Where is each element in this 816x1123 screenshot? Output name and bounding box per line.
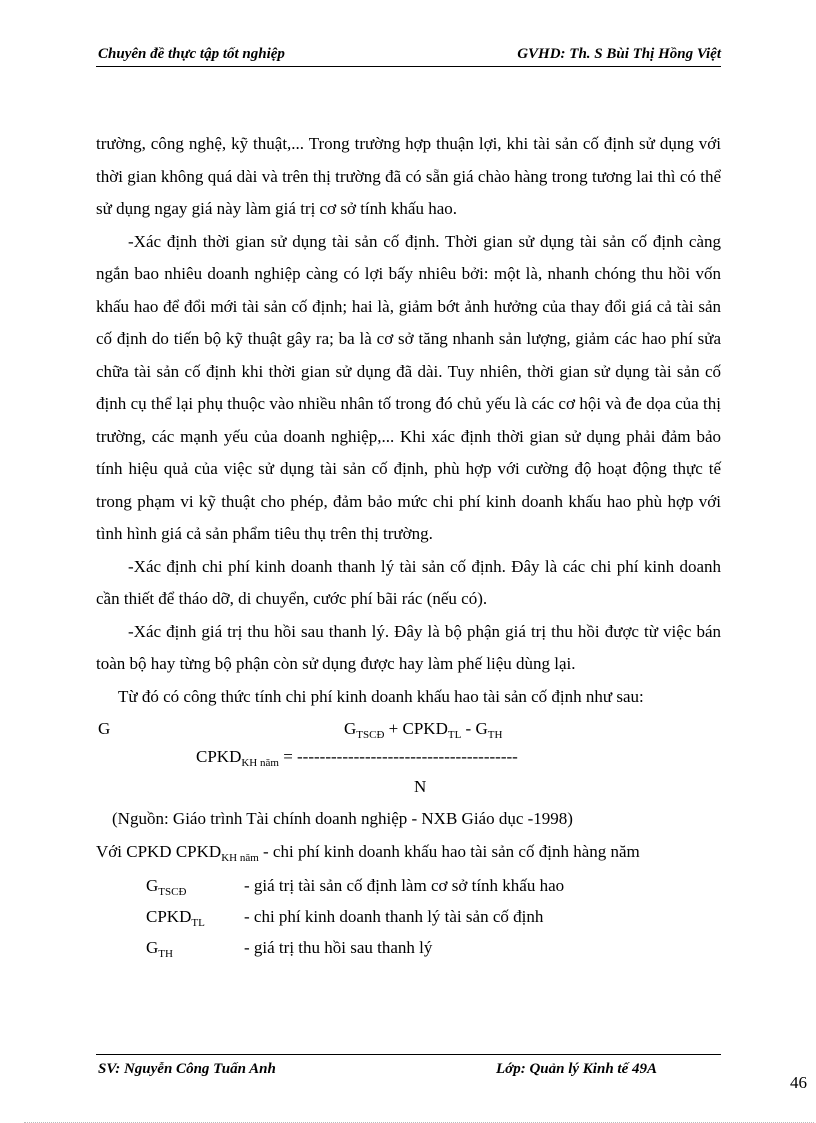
header-title: Chuyên đề thực tập tốt nghiệp <box>98 46 285 62</box>
definition-list <box>96 870 721 963</box>
definition-item: $G_{TSCĐ}$ - giá trị tài sản cố định làm cơ sở tính khấu hao <box>146 876 565 898</box>
paragraph: -Xác định giá trị thu hồi sau thanh lý. Đây là bộ phận giá trị thu hồi được từ việc bán toàn bộ hay từng bộ phận còn sử dụng được hay làm phế liệu dùng lại. <box>96 621 721 673</box>
source-citation: (Nguồn: Giáo trình Tài chính doanh nghiệp - NXB Giáo dục -1998) <box>112 809 573 828</box>
paragraph: -Xác định thời gian sử dụng tài sản cố định. Thời gian sử dụng tài sản cố định càng ngắn bao nhiêu doanh nghiệp càng có lợi bấy nhiêu bởi: một là, nhanh chóng thu hồi vốn khấu hao để đổi mới tài sản cố định; hai là, giảm bớt ảnh hưởng của thay đổi giá cả tài sản cố định do tiến bộ kỹ thuật gây ra; ba là cơ sở tăng nhanh sản lượng, giảm các hao phí sửa chữa tài sản cố định khi thời gian sử dụng đã dài. Tuy nhiên, thời gian sử dụng tài sản cố định cụ thể lại phụ thuộc vào nhiều nhân tố trong đó chủ yếu là các cơ hội và đe dọa của thị trường, các mạnh yếu của doanh nghiệp,... Khi xác định thời gian sử dụng phải đảm bảo tính hiệu quả của việc sử dụng tài sản cố định, phù hợp với cường độ hoạt động thực tế trong phạm vi kỹ thuật cho phép, đảm bảo mức chi phí kinh doanh khấu hao phù hợp với tình hình giá cả sản phẩm tiêu thụ trên thị trường. <box>96 231 721 543</box>
header-supervisor: GVHD: Th. S Bùi Thị Hồng Việt <box>517 46 721 62</box>
page-number: 46 <box>790 1073 807 1092</box>
footer-class: Lớp: Quản lý Kinh tế 49A <box>496 1061 657 1077</box>
formula-lhs: $CPKD_{KH năm}$ = --------------------------------------- <box>196 747 518 769</box>
formula-explanation: Với CPKD $CPKD_{KH năm}$ - chi phí kinh doanh khấu hao tài sản cố định hàng năm <box>96 841 640 864</box>
definition-item: $G_{TH}$ - giá trị thu hồi sau thanh lý <box>146 938 433 960</box>
definition-item: $CPKD_{TL}$ - chi phí kinh doanh thanh lý tài sản cố định <box>146 907 544 929</box>
paragraph: -Xác định chi phí kinh doanh thanh lý tài sản cố định. Đây là các chi phí kinh doanh cần thiết để tháo dỡ, di chuyển, cước phí bãi rác (nếu có). <box>96 556 721 608</box>
footer-student: SV: Nguyễn Công Tuấn Anh <box>98 1061 276 1077</box>
paragraph: Từ đó có công thức tính chi phí kinh doanh khấu hao tài sản cố định như sau: <box>118 686 644 706</box>
formula-denominator: N <box>414 777 427 796</box>
formula-stray-g: G <box>98 719 111 738</box>
paragraph: trường, công nghệ, kỹ thuật,... Trong trường hợp thuận lợi, khi tài sản cố định sử dụng với thời gian không quá dài và trên thị trường đã có sẵn giá chào hàng trong tương lai thì có thể sử dụng ngay giá này làm giá trị cơ sở tính khấu hao. <box>96 134 721 218</box>
formula <box>96 713 721 803</box>
formula-numerator: $G_{TSCĐ}$ + $CPKD_{TL} - G_{TH}$ <box>344 719 503 741</box>
page-footer <box>96 1054 721 1081</box>
page-header <box>96 46 721 67</box>
document-body <box>96 128 721 963</box>
